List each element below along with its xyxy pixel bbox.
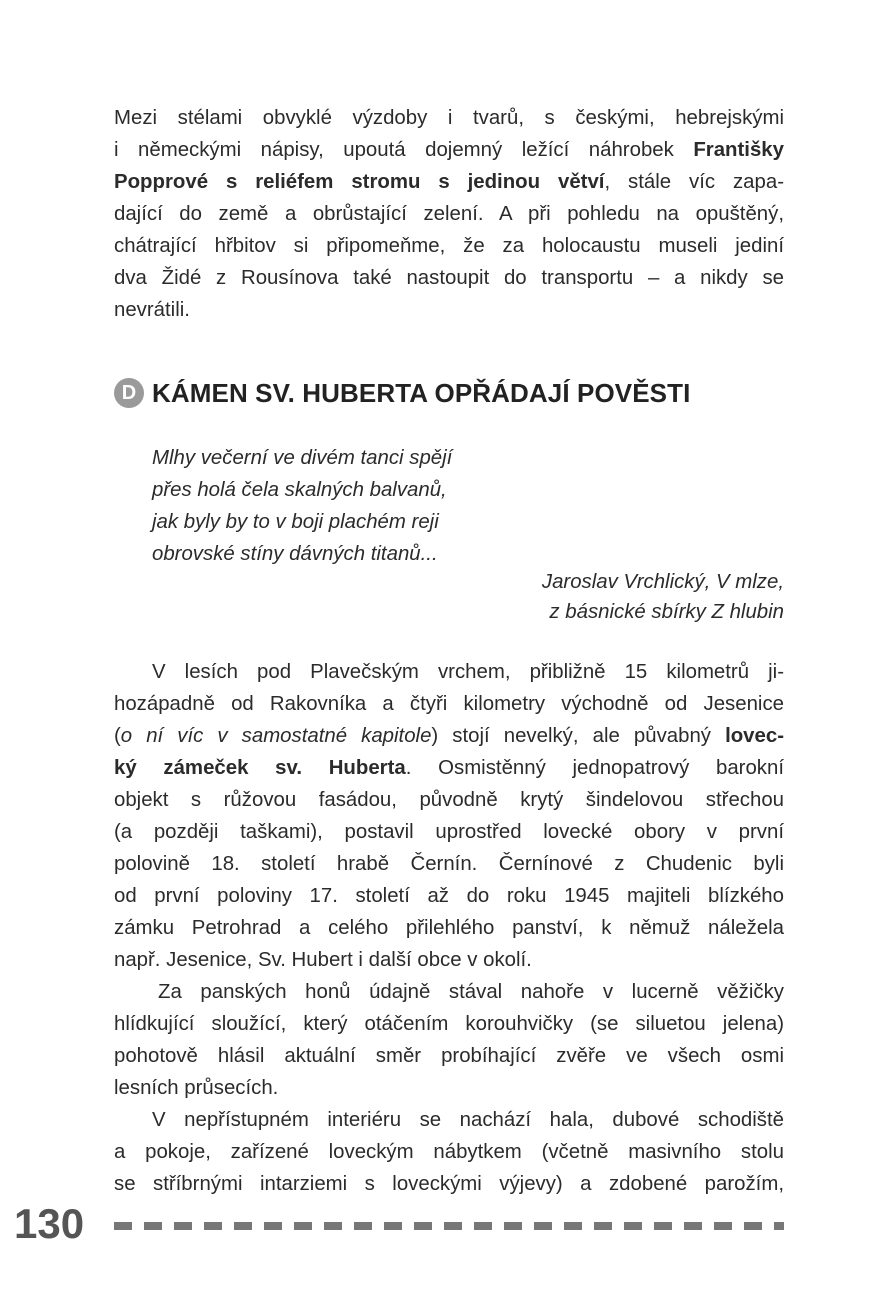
intro-line: Mezi stélami obvyklé výzdoby i tvarů, s českými, hebrejskými — [114, 107, 784, 129]
section-heading — [114, 370, 690, 416]
italic-note: o ní víc v samostatné kapitole — [120, 725, 432, 747]
poem-attribution: Jaroslav Vrchlický, V mlze, — [541, 571, 784, 593]
intro-line: i německými nápisy, upoutá dojemný ležící náhrobek Františky — [114, 139, 784, 161]
body-line: zámku Petrohrad a celého přilehlého panství, k němuž náležela — [114, 917, 784, 939]
intro-line: nevrátili. — [114, 299, 190, 321]
section-badge-icon: D — [114, 378, 144, 408]
bold-term: lovec- — [725, 725, 784, 747]
intro-line: Popprové s reliéfem stromu s jedinou větví, stále víc zapa- — [114, 171, 784, 193]
body-line: V lesích pod Plavečským vrchem, přibližně 15 kilometrů ji- — [152, 661, 784, 683]
body-line: (o ní víc v samostatné kapitole) stojí nevelký, ale půvabný lovec- — [114, 725, 784, 747]
body-line: Za panských honů údajně stával nahoře v lucerně věžičky — [158, 981, 784, 1003]
body-line: V nepřístupném interiéru se nachází hala, dubové schodiště — [152, 1109, 784, 1131]
body-line: polovině 18. století hrabě Černín. Černínové z Chudenic byli — [114, 853, 784, 875]
body-line: např. Jesenice, Sv. Hubert i další obce v okolí. — [114, 949, 532, 971]
body-line: se stříbrnými intarziemi s loveckými výjevy) a zdobené parožím, — [114, 1173, 784, 1195]
intro-line: dva Židé z Rousínova také nastoupit do transportu – a nikdy se — [114, 267, 784, 289]
body-line: a pokoje, zařízené loveckým nábytkem (včetně masivního stolu — [114, 1141, 784, 1163]
intro-line: chátrající hřbitov si připomeňme, že za holocaustu museli jediní — [114, 235, 784, 257]
body-line: od první poloviny 17. století až do roku 1945 majiteli blízkého — [114, 885, 784, 907]
body-line: pohotově hlásil aktuální směr probíhající zvěře ve všech osmi — [114, 1045, 784, 1067]
body-line: (a později taškami), postavil uprostřed lovecké obory v první — [114, 821, 784, 843]
body-line: objekt s růžovou fasádou, původně krytý šindelovou střechou — [114, 789, 784, 811]
footer-dashed-rule — [114, 1222, 784, 1230]
poem-line: přes holá čela skalných balvanů, — [152, 479, 447, 501]
body-line: hozápadně od Rakovníka a čtyři kilometry východně od Jesenice — [114, 693, 784, 715]
intro-line: dající do země a obrůstající zelení. A při pohledu na opuštěný, — [114, 203, 784, 225]
intro-bold-name: Popprové s reliéfem stromu s jedinou větví — [114, 171, 605, 193]
poem-attribution: z básnické sbírky Z hlubin — [549, 601, 784, 623]
intro-bold-name: Františky — [693, 139, 784, 161]
body-line: hlídkující sloužící, který otáčením korouhvičky (se siluetou jelena) — [114, 1013, 784, 1035]
body-line: lesních průsecích. — [114, 1077, 279, 1099]
section-title: KÁMEN SV. HUBERTA OPŘÁDAJÍ POVĚSTI — [152, 377, 691, 408]
poem-line: jak byly by to v boji plachém reji — [152, 511, 439, 533]
poem-line: Mlhy večerní ve divém tanci spějí — [152, 447, 453, 469]
poem-line: obrovské stíny dávných titanů... — [152, 543, 438, 565]
body-line: ký zámeček sv. Huberta. Osmistěnný jednopatrový barokní — [114, 757, 784, 779]
page-number: 130 — [14, 1200, 85, 1247]
bold-term: ký zámeček sv. Huberta — [114, 757, 406, 779]
